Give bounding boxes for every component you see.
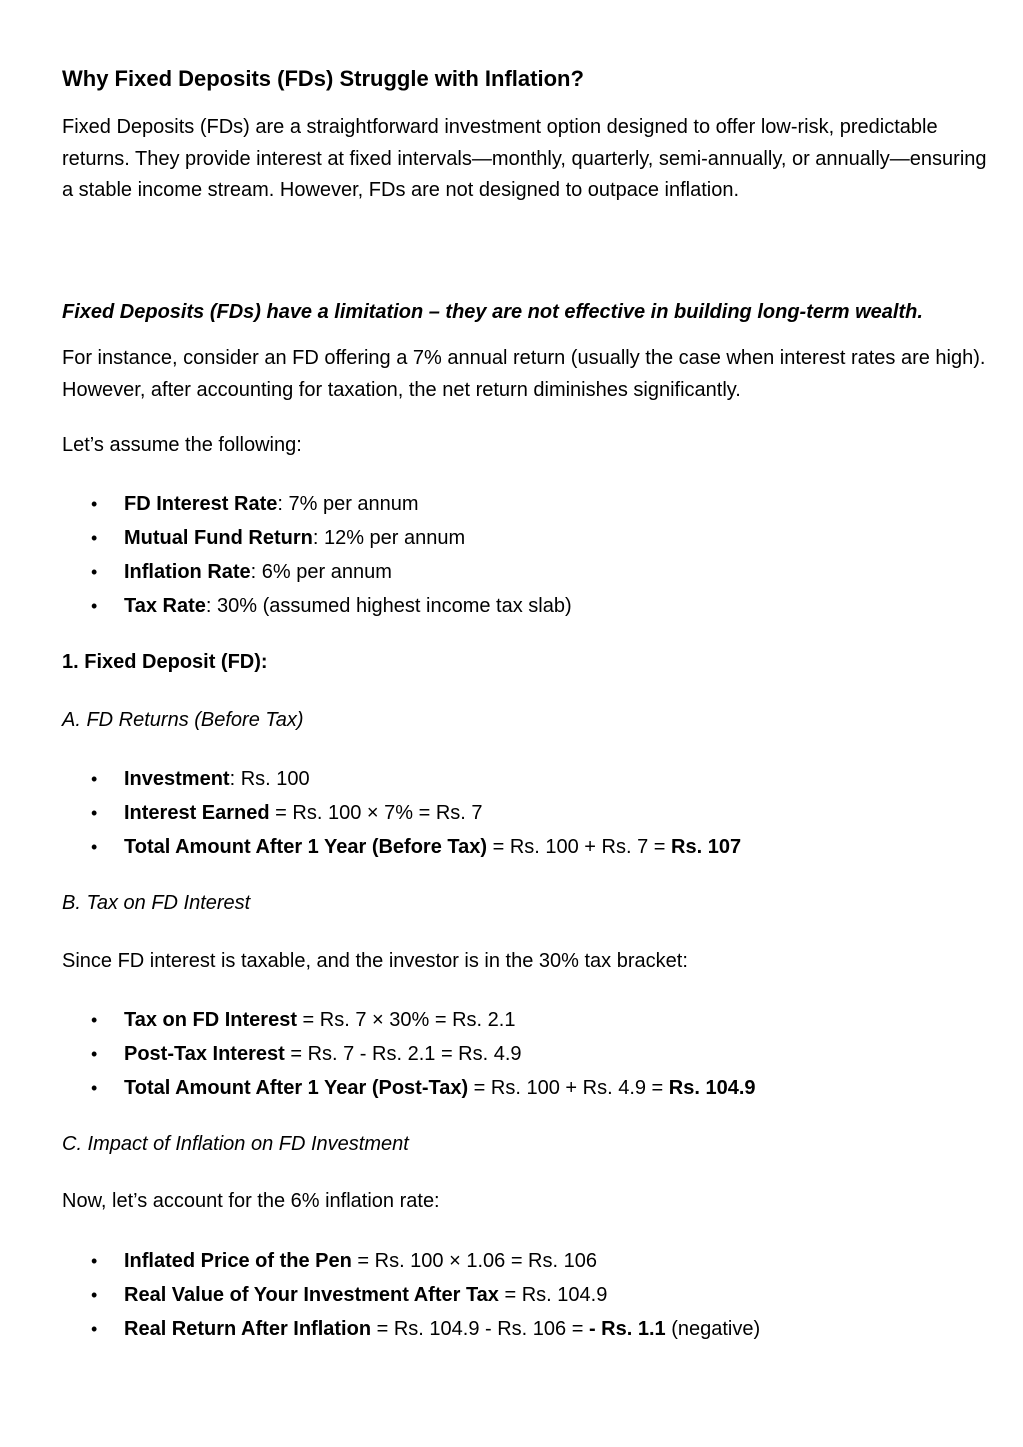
bullet-dot: • <box>91 837 98 857</box>
item-text: = Rs. 100 + Rs. 7 = <box>487 836 672 858</box>
item-text: : 12% per annum <box>312 527 466 549</box>
item-label: Tax on FD Interest <box>124 1009 297 1031</box>
item-result: Rs. 104.9 <box>668 1077 756 1099</box>
item-label: Total Amount After 1 Year (Before Tax) <box>124 836 488 858</box>
bullet-dot: • <box>91 596 98 616</box>
list-item <box>62 487 572 521</box>
item-label: Inflated Price of the Pen <box>124 1250 352 1272</box>
tax-bracket-paragraph: Since FD interest is taxable, and the investor is in the 30% tax bracket: <box>62 950 688 972</box>
bullet-dot: • <box>91 1044 98 1064</box>
bullet-dot: • <box>91 1010 98 1030</box>
list-item <box>62 1244 760 1278</box>
page-title: Why Fixed Deposits (FDs) Struggle with Inflation? <box>62 66 584 91</box>
item-result: - Rs. 1.1 <box>588 1318 666 1340</box>
tax-list <box>62 1003 756 1105</box>
item-text: = Rs. 100 × 7% = Rs. 7 <box>269 802 483 824</box>
list-item <box>62 1003 756 1037</box>
item-text: = Rs. 100 + Rs. 4.9 = <box>468 1077 669 1099</box>
subheading-inflation-impact: C. Impact of Inflation on FD Investment <box>62 1133 409 1155</box>
item-label: Total Amount After 1 Year (Post-Tax) <box>124 1077 469 1099</box>
item-label: Tax Rate <box>124 595 206 617</box>
list-item <box>62 521 572 555</box>
list-item <box>62 589 572 623</box>
item-text: = Rs. 7 - Rs. 2.1 = Rs. 4.9 <box>284 1043 522 1065</box>
list-item <box>62 555 572 589</box>
list-item <box>62 796 741 830</box>
bullet-dot: • <box>91 1251 98 1271</box>
bullet-dot: • <box>91 494 98 514</box>
bullet-dot: • <box>91 1078 98 1098</box>
instance-paragraph: For instance, consider an FD offering a 7% annual return (usually the case when interest rates are high). However, after accounting for taxation, the net return diminishes significantly. <box>62 347 986 401</box>
subheading-fd-returns: A. FD Returns (Before Tax) <box>62 709 304 731</box>
item-text: = Rs. 7 × 30% = Rs. 2.1 <box>297 1009 516 1031</box>
assume-paragraph: Let’s assume the following: <box>62 434 302 456</box>
item-text: = Rs. 104.9 <box>498 1284 608 1306</box>
limitation-statement: Fixed Deposits (FDs) have a limitation – they are not effective in building long-term wealth. <box>62 301 923 323</box>
item-result: Rs. 107 <box>671 836 742 858</box>
inflation-paragraph: Now, let’s account for the 6% inflation rate: <box>62 1190 440 1212</box>
item-label: Investment <box>124 768 230 790</box>
item-text: : 7% per annum <box>277 493 419 515</box>
list-item <box>62 1278 760 1312</box>
bullet-dot: • <box>91 769 98 789</box>
item-label: Inflation Rate <box>124 561 251 583</box>
item-note: (negative) <box>665 1318 761 1340</box>
list-item <box>62 1037 756 1071</box>
bullet-dot: • <box>91 1285 98 1305</box>
bullet-dot: • <box>91 803 98 823</box>
section-heading-fixed-deposit: 1. Fixed Deposit (FD): <box>62 651 268 673</box>
item-label: Real Return After Inflation <box>124 1318 372 1340</box>
item-label: Interest Earned <box>124 802 270 824</box>
fd-returns-list <box>62 762 741 864</box>
item-text: : 6% per annum <box>250 561 392 583</box>
item-text: : 30% (assumed highest income tax slab) <box>205 595 572 617</box>
subheading-tax-on-fd: B. Tax on FD Interest <box>62 892 251 914</box>
list-item <box>62 762 741 796</box>
bullet-dot: • <box>91 562 98 582</box>
list-item <box>62 830 741 864</box>
intro-paragraph: Fixed Deposits (FDs) are a straightforward investment option designed to offer low-risk, predictable returns. They provide interest at fixed intervals—monthly, quarterly, semi-annually, or annually—ensuring a stable income stream. However, FDs are not designed to outpace inflation. <box>62 116 987 202</box>
item-text: = Rs. 100 × 1.06 = Rs. 106 <box>351 1250 597 1272</box>
item-label: Post-Tax Interest <box>124 1043 285 1065</box>
item-label: FD Interest Rate <box>124 493 278 515</box>
item-text: = Rs. 104.9 - Rs. 106 = <box>371 1318 589 1340</box>
assumptions-list <box>62 487 572 623</box>
bullet-dot: • <box>91 1319 98 1339</box>
bullet-dot: • <box>91 528 98 548</box>
item-text: : Rs. 100 <box>229 768 310 790</box>
list-item <box>62 1312 760 1346</box>
inflation-list <box>62 1244 760 1346</box>
list-item <box>62 1071 756 1105</box>
item-label: Real Value of Your Investment After Tax <box>124 1284 499 1306</box>
item-label: Mutual Fund Return <box>124 527 313 549</box>
